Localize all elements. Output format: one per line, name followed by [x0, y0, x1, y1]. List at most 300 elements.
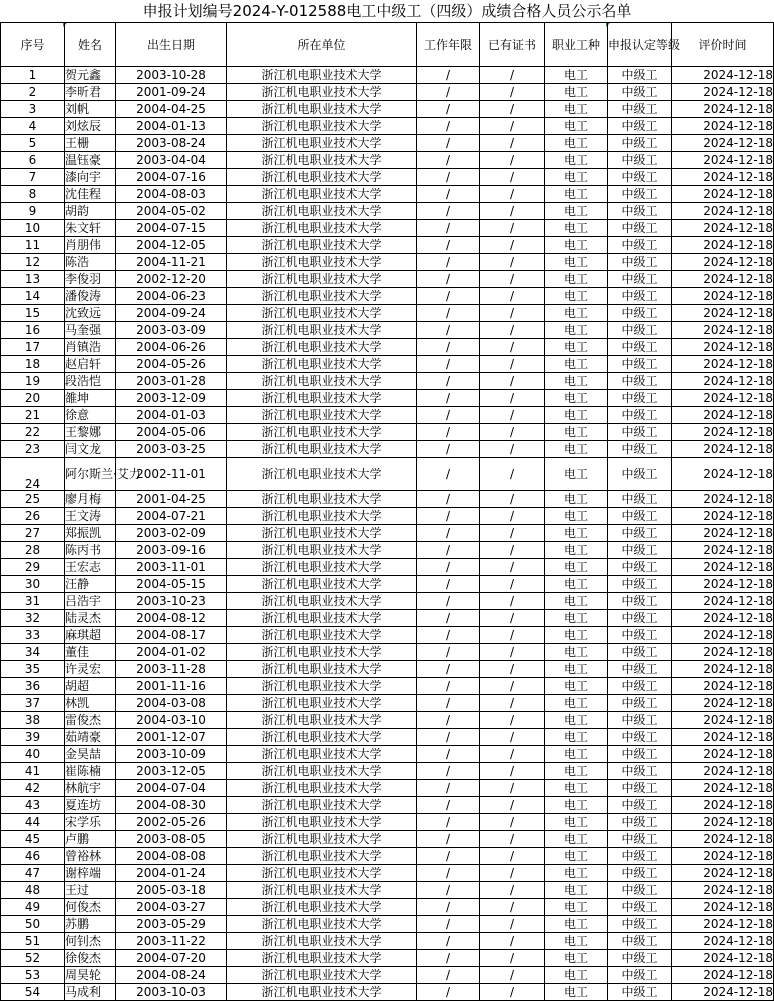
row-unit-cell: 浙江机电职业技术大学 — [227, 678, 417, 695]
table-row — [1, 508, 774, 525]
row-existing-cert-cell: / — [480, 780, 545, 797]
row-seq-cell: 41 — [1, 763, 65, 780]
row-seq-cell: 52 — [1, 950, 65, 967]
row-level-cell: 中级工 — [608, 339, 672, 356]
row-seq-cell: 24 — [1, 458, 65, 491]
row-eval-date-cell: 2024-12-18 — [672, 848, 774, 865]
row-name-cell: 林凯 — [65, 695, 116, 712]
row-birth-date-cell: 2003-10-09 — [116, 746, 227, 763]
table-row — [1, 186, 774, 203]
row-work-years-cell: / — [417, 254, 480, 271]
row-eval-date-cell: 2024-12-18 — [672, 780, 774, 797]
table-row — [1, 967, 774, 984]
row-seq-cell: 30 — [1, 576, 65, 593]
row-trade-cell: 电工 — [545, 84, 608, 101]
row-birth-date-cell: 2001-11-16 — [116, 678, 227, 695]
row-seq-cell: 4 — [1, 118, 65, 135]
row-trade-cell: 电工 — [545, 984, 608, 1001]
row-level-cell: 中级工 — [608, 593, 672, 610]
row-level-cell: 中级工 — [608, 984, 672, 1001]
row-seq-cell: 3 — [1, 101, 65, 118]
row-existing-cert-cell: / — [480, 814, 545, 831]
row-unit-cell: 浙江机电职业技术大学 — [227, 814, 417, 831]
row-name-cell: 李俊羽 — [65, 271, 116, 288]
row-unit-cell: 浙江机电职业技术大学 — [227, 356, 417, 373]
header-eval-date: 评价时间 — [672, 23, 774, 67]
row-name-cell: 胡超 — [65, 678, 116, 695]
row-trade-cell: 电工 — [545, 933, 608, 950]
row-level-cell: 中级工 — [608, 814, 672, 831]
table-row — [1, 899, 774, 916]
row-eval-date-cell: 2024-12-18 — [672, 305, 774, 322]
row-work-years-cell: / — [417, 814, 480, 831]
row-level-cell: 中级工 — [608, 899, 672, 916]
table-row — [1, 814, 774, 831]
row-eval-date-cell: 2024-12-18 — [672, 67, 774, 84]
row-seq-cell: 54 — [1, 984, 65, 1001]
row-eval-date-cell: 2024-12-18 — [672, 899, 774, 916]
row-name-cell: 陈浩 — [65, 254, 116, 271]
row-trade-cell: 电工 — [545, 169, 608, 186]
row-level-cell: 中级工 — [608, 780, 672, 797]
row-level-cell: 中级工 — [608, 678, 672, 695]
row-existing-cert-cell: / — [480, 593, 545, 610]
row-existing-cert-cell: / — [480, 407, 545, 424]
row-level-cell: 中级工 — [608, 169, 672, 186]
row-name-cell: 许灵宏 — [65, 661, 116, 678]
row-seq-cell: 11 — [1, 237, 65, 254]
table-row — [1, 542, 774, 559]
row-seq-cell: 50 — [1, 916, 65, 933]
row-work-years-cell: / — [417, 356, 480, 373]
row-work-years-cell: / — [417, 695, 480, 712]
row-unit-cell: 浙江机电职业技术大学 — [227, 390, 417, 407]
row-unit-cell: 浙江机电职业技术大学 — [227, 135, 417, 152]
row-level-cell: 中级工 — [608, 542, 672, 559]
table-row — [1, 729, 774, 746]
table-row — [1, 933, 774, 950]
row-work-years-cell: / — [417, 118, 480, 135]
row-existing-cert-cell: / — [480, 610, 545, 627]
row-existing-cert-cell: / — [480, 441, 545, 458]
row-unit-cell: 浙江机电职业技术大学 — [227, 746, 417, 763]
row-name-cell: 王栅 — [65, 135, 116, 152]
row-eval-date-cell: 2024-12-18 — [672, 118, 774, 135]
row-trade-cell: 电工 — [545, 695, 608, 712]
row-existing-cert-cell: / — [480, 356, 545, 373]
row-level-cell: 中级工 — [608, 746, 672, 763]
row-name-cell: 苏鹏 — [65, 916, 116, 933]
row-work-years-cell: / — [417, 84, 480, 101]
table-row — [1, 339, 774, 356]
table-row — [1, 559, 774, 576]
row-level-cell: 中级工 — [608, 882, 672, 899]
row-seq-cell: 49 — [1, 899, 65, 916]
row-seq-cell: 45 — [1, 831, 65, 848]
row-name-cell: 温钰豪 — [65, 152, 116, 169]
row-existing-cert-cell: / — [480, 271, 545, 288]
row-level-cell: 中级工 — [608, 831, 672, 848]
row-trade-cell: 电工 — [545, 220, 608, 237]
row-unit-cell: 浙江机电职业技术大学 — [227, 322, 417, 339]
row-eval-date-cell: 2024-12-18 — [672, 508, 774, 525]
row-birth-date-cell: 2004-08-24 — [116, 967, 227, 984]
document-title: 申报计划编号2024-Y-012588电工中级工（四级）成绩合格人员公示名单 — [142, 2, 632, 20]
row-existing-cert-cell: / — [480, 373, 545, 390]
row-trade-cell: 电工 — [545, 593, 608, 610]
row-trade-cell: 电工 — [545, 916, 608, 933]
row-work-years-cell: / — [417, 322, 480, 339]
row-existing-cert-cell: / — [480, 525, 545, 542]
row-name-cell: 贺元鑫 — [65, 67, 116, 84]
row-level-cell: 中级工 — [608, 373, 672, 390]
row-trade-cell: 电工 — [545, 373, 608, 390]
table-row — [1, 882, 774, 899]
row-existing-cert-cell: / — [480, 746, 545, 763]
row-birth-date-cell: 2004-07-20 — [116, 950, 227, 967]
table-row — [1, 322, 774, 339]
row-work-years-cell: / — [417, 661, 480, 678]
row-work-years-cell: / — [417, 593, 480, 610]
row-seq-cell: 7 — [1, 169, 65, 186]
row-eval-date-cell: 2024-12-18 — [672, 984, 774, 1001]
row-seq-cell: 26 — [1, 508, 65, 525]
row-trade-cell: 电工 — [545, 390, 608, 407]
row-name-cell: 卢鹏 — [65, 831, 116, 848]
table-row — [1, 950, 774, 967]
table-row — [1, 491, 774, 508]
row-level-cell: 中级工 — [608, 441, 672, 458]
row-birth-date-cell: 2004-01-24 — [116, 865, 227, 882]
row-unit-cell: 浙江机电职业技术大学 — [227, 305, 417, 322]
table-row — [1, 593, 774, 610]
row-birth-date-cell: 2003-12-09 — [116, 390, 227, 407]
row-seq-cell: 17 — [1, 339, 65, 356]
row-unit-cell: 浙江机电职业技术大学 — [227, 797, 417, 814]
row-trade-cell: 电工 — [545, 67, 608, 84]
row-seq-cell: 25 — [1, 491, 65, 508]
row-eval-date-cell: 2024-12-18 — [672, 424, 774, 441]
row-unit-cell: 浙江机电职业技术大学 — [227, 865, 417, 882]
row-name-cell: 崔陈楠 — [65, 763, 116, 780]
row-name-cell: 胡韵 — [65, 203, 116, 220]
row-name-cell: 谢梓端 — [65, 865, 116, 882]
row-level-cell: 中级工 — [608, 237, 672, 254]
table-row — [1, 152, 774, 169]
row-name-cell: 董佳 — [65, 644, 116, 661]
row-trade-cell: 电工 — [545, 356, 608, 373]
row-eval-date-cell: 2024-12-18 — [672, 237, 774, 254]
row-eval-date-cell: 2024-12-18 — [672, 491, 774, 508]
row-seq-cell: 6 — [1, 152, 65, 169]
row-name-cell: 王文涛 — [65, 508, 116, 525]
row-level-cell: 中级工 — [608, 322, 672, 339]
row-work-years-cell: / — [417, 135, 480, 152]
table-row — [1, 678, 774, 695]
row-unit-cell: 浙江机电职业技术大学 — [227, 271, 417, 288]
row-birth-date-cell: 2004-11-21 — [116, 254, 227, 271]
row-name-cell: 徐意 — [65, 407, 116, 424]
row-level-cell: 中级工 — [608, 288, 672, 305]
row-work-years-cell: / — [417, 865, 480, 882]
row-seq-cell: 10 — [1, 220, 65, 237]
row-seq-cell: 38 — [1, 712, 65, 729]
row-work-years-cell: / — [417, 950, 480, 967]
row-level-cell: 中级工 — [608, 84, 672, 101]
row-existing-cert-cell: / — [480, 135, 545, 152]
row-birth-date-cell: 2002-05-26 — [116, 814, 227, 831]
table-row — [1, 644, 774, 661]
row-trade-cell: 电工 — [545, 203, 608, 220]
row-unit-cell: 浙江机电职业技术大学 — [227, 458, 417, 491]
row-existing-cert-cell: / — [480, 797, 545, 814]
row-level-cell: 中级工 — [608, 203, 672, 220]
row-birth-date-cell: 2004-05-15 — [116, 576, 227, 593]
row-seq-cell: 28 — [1, 542, 65, 559]
table-row — [1, 84, 774, 101]
row-existing-cert-cell: / — [480, 763, 545, 780]
row-existing-cert-cell: / — [480, 491, 545, 508]
row-work-years-cell: / — [417, 984, 480, 1001]
row-existing-cert-cell: / — [480, 882, 545, 899]
row-seq-cell: 39 — [1, 729, 65, 746]
row-unit-cell: 浙江机电职业技术大学 — [227, 950, 417, 967]
row-seq-cell: 53 — [1, 967, 65, 984]
row-work-years-cell: / — [417, 186, 480, 203]
row-eval-date-cell: 2024-12-18 — [672, 729, 774, 746]
table-row — [1, 220, 774, 237]
table-row — [1, 169, 774, 186]
row-birth-date-cell: 2004-03-27 — [116, 899, 227, 916]
row-trade-cell: 电工 — [545, 135, 608, 152]
row-existing-cert-cell: / — [480, 695, 545, 712]
row-name-cell: 刘帆 — [65, 101, 116, 118]
row-work-years-cell: / — [417, 101, 480, 118]
row-level-cell: 中级工 — [608, 797, 672, 814]
row-eval-date-cell: 2024-12-18 — [672, 254, 774, 271]
row-eval-date-cell: 2024-12-18 — [672, 288, 774, 305]
row-level-cell: 中级工 — [608, 627, 672, 644]
row-eval-date-cell: 2024-12-18 — [672, 950, 774, 967]
row-seq-cell: 31 — [1, 593, 65, 610]
row-unit-cell: 浙江机电职业技术大学 — [227, 848, 417, 865]
row-name-cell: 陆灵杰 — [65, 610, 116, 627]
row-trade-cell: 电工 — [545, 746, 608, 763]
row-name-cell: 马奎强 — [65, 322, 116, 339]
row-work-years-cell: / — [417, 831, 480, 848]
row-trade-cell: 电工 — [545, 899, 608, 916]
row-eval-date-cell: 2024-12-18 — [672, 661, 774, 678]
table-row — [1, 373, 774, 390]
row-unit-cell: 浙江机电职业技术大学 — [227, 407, 417, 424]
row-existing-cert-cell: / — [480, 424, 545, 441]
table-row — [1, 661, 774, 678]
row-unit-cell: 浙江机电职业技术大学 — [227, 695, 417, 712]
row-unit-cell: 浙江机电职业技术大学 — [227, 644, 417, 661]
row-eval-date-cell: 2024-12-18 — [672, 356, 774, 373]
row-name-cell: 王黎娜 — [65, 424, 116, 441]
row-unit-cell: 浙江机电职业技术大学 — [227, 542, 417, 559]
row-name-cell: 阿尔斯兰·艾力 — [65, 458, 116, 491]
row-name-cell: 宋学乐 — [65, 814, 116, 831]
row-name-cell: 段浩恺 — [65, 373, 116, 390]
row-seq-cell: 13 — [1, 271, 65, 288]
row-level-cell: 中级工 — [608, 118, 672, 135]
row-seq-cell: 47 — [1, 865, 65, 882]
row-birth-date-cell: 2003-11-01 — [116, 559, 227, 576]
row-level-cell: 中级工 — [608, 661, 672, 678]
row-trade-cell: 电工 — [545, 797, 608, 814]
row-level-cell: 中级工 — [608, 763, 672, 780]
row-eval-date-cell: 2024-12-18 — [672, 933, 774, 950]
row-trade-cell: 电工 — [545, 661, 608, 678]
row-trade-cell: 电工 — [545, 967, 608, 984]
row-birth-date-cell: 2004-01-13 — [116, 118, 227, 135]
row-name-cell: 沈佳程 — [65, 186, 116, 203]
row-name-cell: 漆向宇 — [65, 169, 116, 186]
row-existing-cert-cell: / — [480, 101, 545, 118]
row-birth-date-cell: 2003-10-03 — [116, 984, 227, 1001]
row-seq-cell: 19 — [1, 373, 65, 390]
row-birth-date-cell: 2002-12-20 — [116, 271, 227, 288]
row-work-years-cell: / — [417, 288, 480, 305]
row-level-cell: 中级工 — [608, 848, 672, 865]
row-birth-date-cell: 2001-12-07 — [116, 729, 227, 746]
row-unit-cell: 浙江机电职业技术大学 — [227, 424, 417, 441]
row-work-years-cell: / — [417, 644, 480, 661]
row-trade-cell: 电工 — [545, 271, 608, 288]
row-work-years-cell: / — [417, 508, 480, 525]
row-level-cell: 中级工 — [608, 559, 672, 576]
row-birth-date-cell: 2004-03-08 — [116, 695, 227, 712]
row-name-cell: 王宏志 — [65, 559, 116, 576]
row-existing-cert-cell: / — [480, 322, 545, 339]
row-existing-cert-cell: / — [480, 559, 545, 576]
row-birth-date-cell: 2003-10-23 — [116, 593, 227, 610]
row-unit-cell: 浙江机电职业技术大学 — [227, 899, 417, 916]
row-eval-date-cell: 2024-12-18 — [672, 458, 774, 491]
row-level-cell: 中级工 — [608, 356, 672, 373]
row-eval-date-cell: 2024-12-18 — [672, 542, 774, 559]
row-eval-date-cell: 2024-12-18 — [672, 916, 774, 933]
row-trade-cell: 电工 — [545, 542, 608, 559]
row-unit-cell: 浙江机电职业技术大学 — [227, 441, 417, 458]
row-trade-cell: 电工 — [545, 186, 608, 203]
row-name-cell: 沈致远 — [65, 305, 116, 322]
row-birth-date-cell: 2004-12-05 — [116, 237, 227, 254]
row-name-cell: 肖镇浩 — [65, 339, 116, 356]
row-existing-cert-cell: / — [480, 339, 545, 356]
row-existing-cert-cell: / — [480, 152, 545, 169]
table-row — [1, 797, 774, 814]
row-unit-cell: 浙江机电职业技术大学 — [227, 984, 417, 1001]
table-row — [1, 118, 774, 135]
row-name-cell: 肖朋伟 — [65, 237, 116, 254]
row-existing-cert-cell: / — [480, 576, 545, 593]
row-birth-date-cell: 2003-08-24 — [116, 135, 227, 152]
row-eval-date-cell: 2024-12-18 — [672, 814, 774, 831]
row-seq-cell: 18 — [1, 356, 65, 373]
row-eval-date-cell: 2024-12-18 — [672, 712, 774, 729]
row-unit-cell: 浙江机电职业技术大学 — [227, 916, 417, 933]
table-row — [1, 101, 774, 118]
row-level-cell: 中级工 — [608, 933, 672, 950]
row-unit-cell: 浙江机电职业技术大学 — [227, 169, 417, 186]
row-name-cell: 何钊杰 — [65, 933, 116, 950]
row-unit-cell: 浙江机电职业技术大学 — [227, 186, 417, 203]
row-level-cell: 中级工 — [608, 491, 672, 508]
table-row — [1, 424, 774, 441]
row-seq-cell: 8 — [1, 186, 65, 203]
row-trade-cell: 电工 — [545, 865, 608, 882]
table-row — [1, 407, 774, 424]
row-trade-cell: 电工 — [545, 644, 608, 661]
row-name-cell: 雷俊杰 — [65, 712, 116, 729]
row-trade-cell: 电工 — [545, 559, 608, 576]
row-level-cell: 中级工 — [608, 407, 672, 424]
row-seq-cell: 2 — [1, 84, 65, 101]
row-eval-date-cell: 2024-12-18 — [672, 678, 774, 695]
row-birth-date-cell: 2004-07-15 — [116, 220, 227, 237]
row-level-cell: 中级工 — [608, 186, 672, 203]
row-birth-date-cell: 2001-04-25 — [116, 491, 227, 508]
row-trade-cell: 电工 — [545, 780, 608, 797]
row-unit-cell: 浙江机电职业技术大学 — [227, 933, 417, 950]
row-eval-date-cell: 2024-12-18 — [672, 967, 774, 984]
row-existing-cert-cell: / — [480, 933, 545, 950]
row-eval-date-cell: 2024-12-18 — [672, 525, 774, 542]
row-name-cell: 李昕君 — [65, 84, 116, 101]
table-row — [1, 271, 774, 288]
row-eval-date-cell: 2024-12-18 — [672, 322, 774, 339]
row-seq-cell: 1 — [1, 67, 65, 84]
row-eval-date-cell: 2024-12-18 — [672, 169, 774, 186]
row-seq-cell: 51 — [1, 933, 65, 950]
row-birth-date-cell: 2004-03-10 — [116, 712, 227, 729]
row-work-years-cell: / — [417, 746, 480, 763]
row-seq-cell: 27 — [1, 525, 65, 542]
row-unit-cell: 浙江机电职业技术大学 — [227, 525, 417, 542]
row-work-years-cell: / — [417, 441, 480, 458]
row-existing-cert-cell: / — [480, 899, 545, 916]
row-eval-date-cell: 2024-12-18 — [672, 576, 774, 593]
row-work-years-cell: / — [417, 627, 480, 644]
table-row — [1, 984, 774, 1001]
row-birth-date-cell: 2004-08-03 — [116, 186, 227, 203]
row-level-cell: 中级工 — [608, 271, 672, 288]
row-eval-date-cell: 2024-12-18 — [672, 695, 774, 712]
row-birth-date-cell: 2004-07-21 — [116, 508, 227, 525]
row-seq-cell: 34 — [1, 644, 65, 661]
row-birth-date-cell: 2004-05-02 — [116, 203, 227, 220]
row-work-years-cell: / — [417, 407, 480, 424]
table-row — [1, 390, 774, 407]
row-name-cell: 夏连坊 — [65, 797, 116, 814]
row-trade-cell: 电工 — [545, 627, 608, 644]
row-birth-date-cell: 2004-01-02 — [116, 644, 227, 661]
row-unit-cell: 浙江机电职业技术大学 — [227, 220, 417, 237]
row-name-cell: 马成利 — [65, 984, 116, 1001]
row-name-cell: 曾裕林 — [65, 848, 116, 865]
row-eval-date-cell: 2024-12-18 — [672, 627, 774, 644]
row-eval-date-cell: 2024-12-18 — [672, 593, 774, 610]
row-birth-date-cell: 2003-01-28 — [116, 373, 227, 390]
header-seq: 序号 — [1, 23, 65, 67]
row-unit-cell: 浙江机电职业技术大学 — [227, 576, 417, 593]
row-level-cell: 中级工 — [608, 576, 672, 593]
row-unit-cell: 浙江机电职业技术大学 — [227, 491, 417, 508]
row-eval-date-cell: 2024-12-18 — [672, 152, 774, 169]
